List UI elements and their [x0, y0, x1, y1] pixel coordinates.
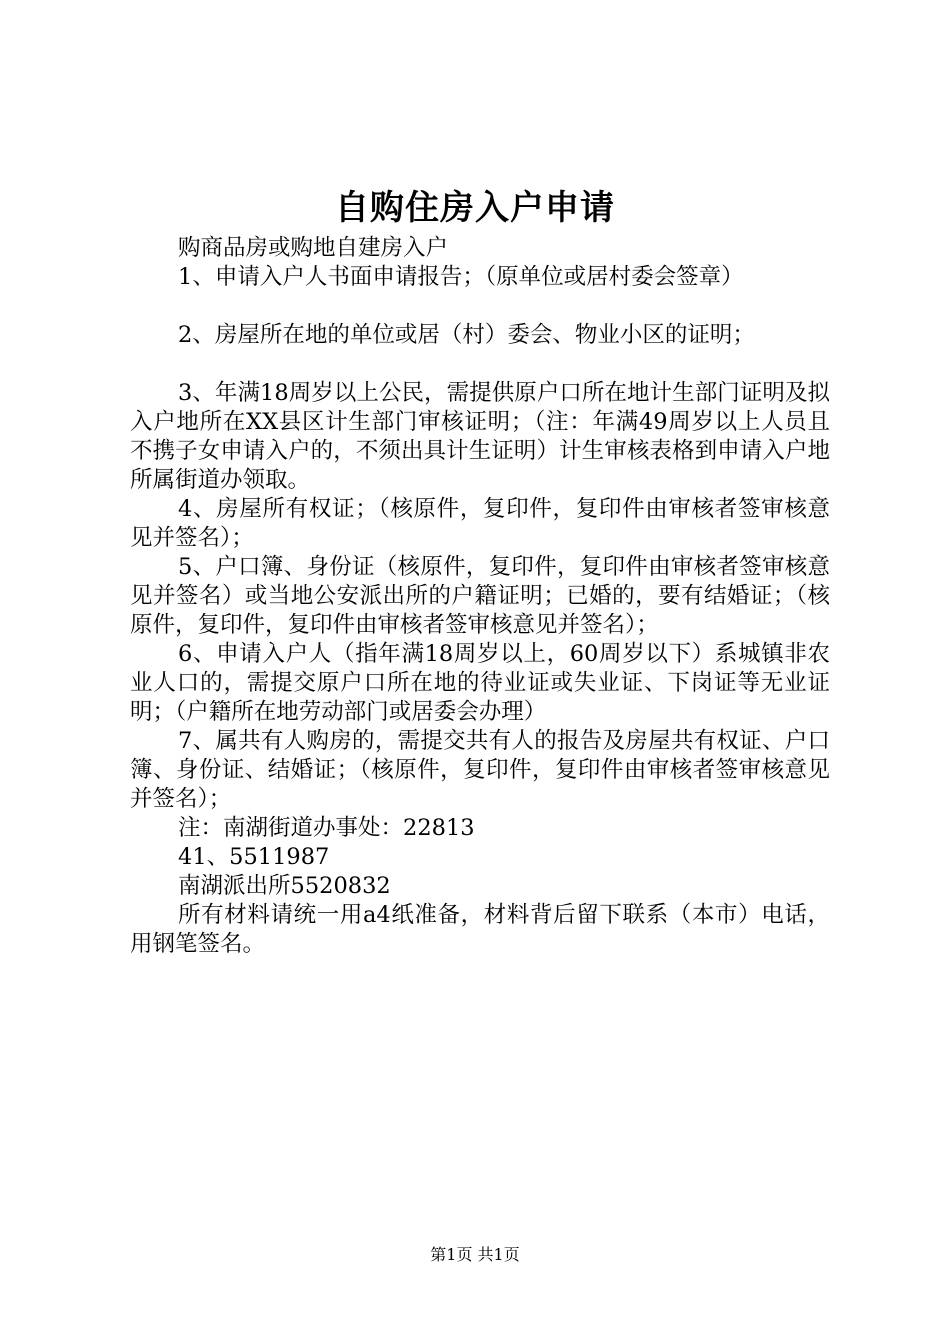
- paragraph-item-1: 1、申请入户人书面申请报告；（原单位或居村委会签章）: [178, 264, 744, 290]
- document-body: [130, 234, 830, 959]
- paragraph-note-office: 注：南湖街道办事处：22813: [178, 815, 475, 841]
- paragraph-item-4: 4、房屋所有权证；（核原件，复印件，复印件由审核者签审核意见并签名）；: [130, 496, 830, 551]
- document-title: 自购住房入户申请: [335, 188, 615, 228]
- paragraph-note-police: 南湖派出所5520832: [178, 873, 391, 899]
- paragraph-item-6: 6、申请入户人（指年满18周岁以上，60周岁以下）系城镇非农业人口的，需提交原户口所在地的待业证或失业证、下岗证等无业证明；（户籍所在地劳动部门或居委会办理）: [130, 641, 830, 725]
- paragraph-item-5: 5、户口簿、身份证（核原件，复印件，复印件由审核者签审核意见并签名）或当地公安派出所的户籍证明；已婚的，要有结婚证；（核原件，复印件，复印件由审核者签审核意见并签名）；: [130, 554, 830, 638]
- paragraph-note-phone: 41、5511987: [178, 844, 330, 870]
- paragraph-item-7: 7、属共有人购房的，需提交共有人的报告及房屋共有权证、户口簿、身份证、结婚证；（核原件，复印件，复印件由审核者签审核意见并签名）；: [130, 728, 830, 812]
- paragraph-item-3: 3、年满18周岁以上公民，需提供原户口所在地计生部门证明及拟入户地所在XX县区计生部门审核证明；（注：年满49周岁以上人员且不携子女申请入户的，不须出具计生证明）计生审核表格到申请入户地所属街道办领取。: [130, 380, 830, 493]
- paragraph-materials-note: 所有材料请统一用a4纸准备，材料背后留下联系（本市）电话，用钢笔签名。: [130, 902, 830, 957]
- paragraph-item-2: 2、房屋所在地的单位或居（村）委会、物业小区的证明；: [178, 322, 755, 348]
- page-indicator: 第1页 共1页: [430, 1245, 520, 1264]
- paragraph-intro: 购商品房或购地自建房入户: [178, 235, 449, 261]
